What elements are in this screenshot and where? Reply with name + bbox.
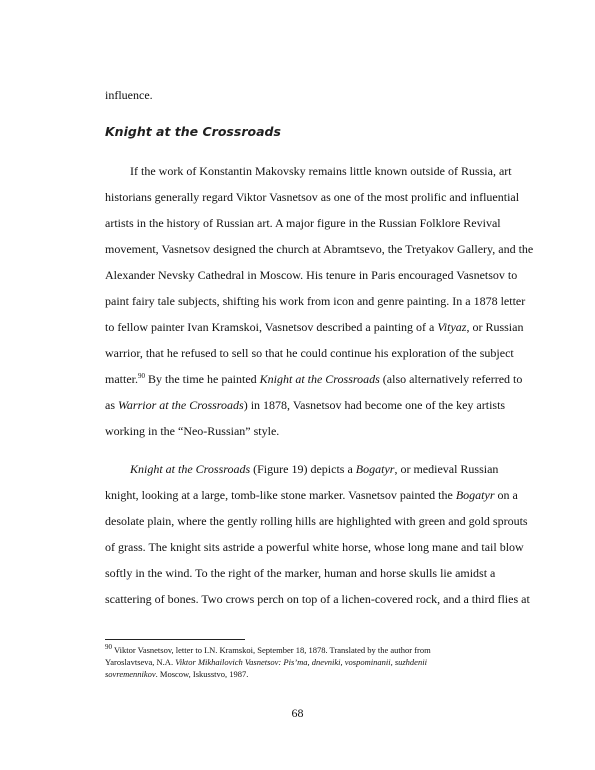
footnote xyxy=(105,644,431,680)
text-line: artists in the history of Russian art. A major figure in the Russian Folklore Revival xyxy=(105,216,501,230)
text-line: desolate plain, where the gently rolling hills are highlighted with green and gold sprouts xyxy=(105,514,528,528)
footnote-number: 90 xyxy=(105,643,112,652)
carryover-line: influence. xyxy=(105,88,153,102)
text-line: to fellow painter Ivan Kramskoi, Vasnetsov described a painting of a Vityaz, or Russian xyxy=(105,320,524,334)
text-line: Knight at the Crossroads (Figure 19) depicts a Bogatyr, or medieval Russian xyxy=(130,462,499,476)
section-heading: Knight at the Crossroads xyxy=(105,124,281,139)
text-line: as Warrior at the Crossroads) in 1878, Vasnetsov had become one of the key artists xyxy=(105,398,506,412)
footnote-line: Yaroslavtseva, N.A. Viktor Mikhailovich Vasnetsov: Pis’ma, dnevniki, vospominanii, suzhdenii xyxy=(105,657,427,667)
italic-title: Warrior at the Crossroads xyxy=(118,398,244,412)
text-line: historians generally regard Viktor Vasnetsov as one of the most prolific and influential xyxy=(105,190,520,204)
text-line: warrior, that he refused to sell so that he could continue his exploration of the subject xyxy=(105,346,514,360)
text-line: matter.$^{90}$ By the time he painted Knight at the Crossroads (also alternatively referred to xyxy=(105,372,523,386)
text-line: of grass. The knight sits astride a powerful white horse, whose long mane and tail blow xyxy=(105,540,524,554)
page-number: 68 xyxy=(291,706,304,720)
footnote-line: sovremennikov. Moscow, Iskusstvo, 1987. xyxy=(105,669,249,679)
footnote-line: $^{90}$ Viktor Vasnetsov, letter to I.N. Kramskoi, September 18, 1878. Translated by the author from xyxy=(105,643,431,655)
text-line: knight, looking at a large, tomb-like stone marker. Vasnetsov painted the Bogatyr on a xyxy=(105,488,518,502)
text-line: If the work of Konstantin Makovsky remains little known outside of Russia, art xyxy=(130,164,512,178)
text-line: movement, Vasnetsov designed the church at Abramtsevo, the Tretyakov Gallery, and the xyxy=(105,242,534,256)
footnote-marker: 90 xyxy=(138,372,145,380)
italic-title: Knight at the Crossroads xyxy=(259,372,380,386)
text-line: working in the “Neo-Russian” style. xyxy=(105,424,280,438)
text-line: softly in the wind. To the right of the marker, human and horse skulls lie amidst a xyxy=(105,566,496,580)
text-line: Alexander Nevsky Cathedral in Moscow. His tenure in Paris encouraged Vasnetsov to xyxy=(105,268,518,282)
italic-term: Bogatyr xyxy=(455,488,495,502)
italic-title: Knight at the Crossroads xyxy=(130,462,251,476)
text-line: paint fairy tale subjects, shifting his work from icon and genre painting. In a 1878 letter xyxy=(105,294,526,308)
text-line: scattering of bones. Two crows perch on top of a lichen-covered rock, and a third flies at xyxy=(105,592,530,606)
footnote-divider xyxy=(105,639,245,640)
italic-term: Vityaz xyxy=(437,320,467,334)
italic-term: Bogatyr xyxy=(355,462,395,476)
